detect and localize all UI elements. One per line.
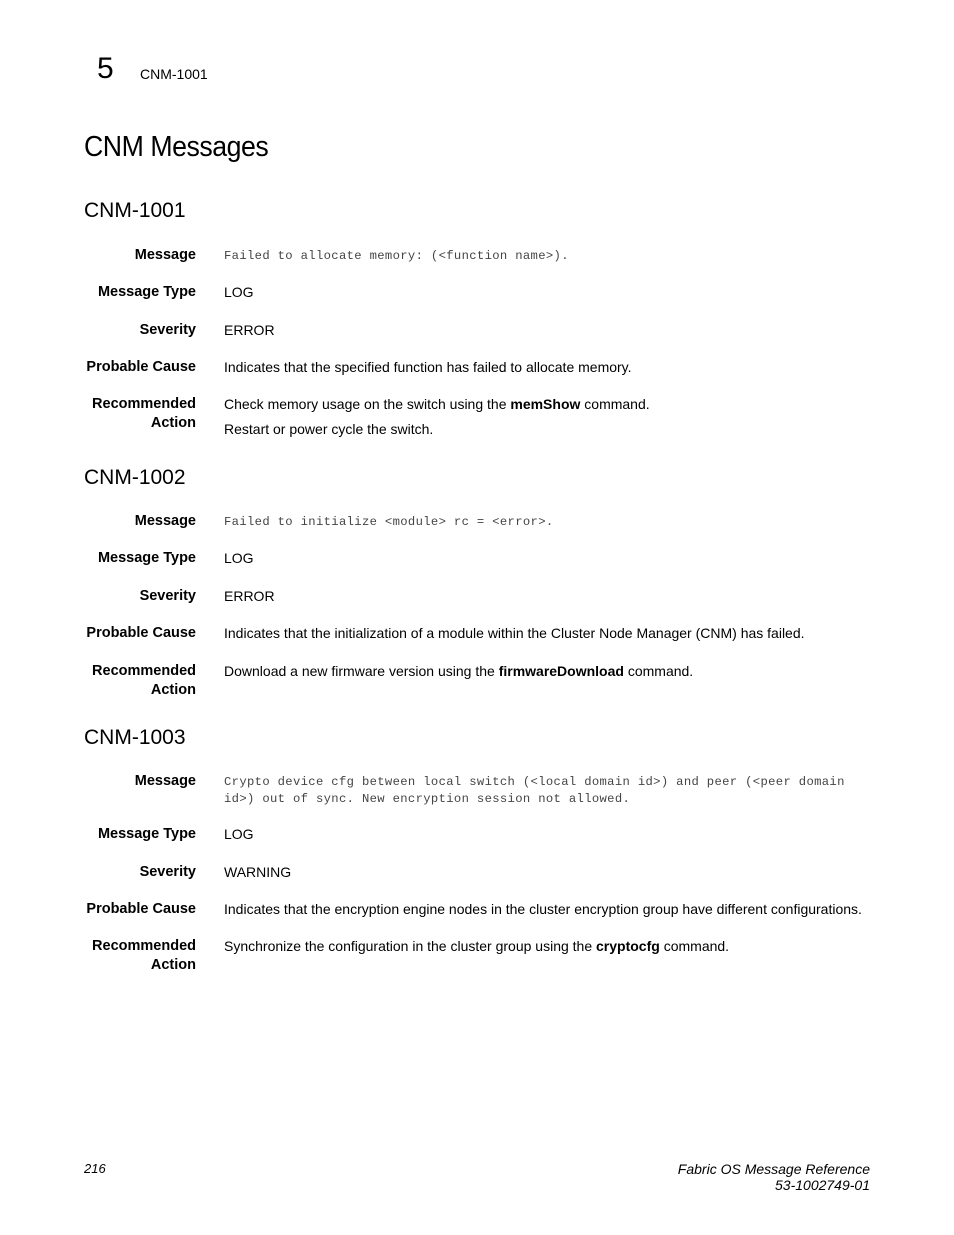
message-type-value: LOG [224,826,254,842]
recommended-action-value [224,395,874,445]
severity-label: Severity [139,588,196,604]
action-step: Synchronize the configuration in the cluster group using the cryptocfg command. [224,938,730,954]
page-number: 216 [84,1161,106,1176]
probable-cause-label: Probable Cause [86,625,196,641]
action-step: Check memory usage on the switch using the memShow command. [224,396,650,412]
probable-cause-label: Probable Cause [86,359,196,375]
recommended-action-label: Recommended Action [92,938,196,973]
document-title: Fabric OS Message Reference [677,1161,870,1177]
severity-label: Severity [139,322,196,338]
command-name: firmwareDownload [498,663,624,679]
running-header: CNM-1001 [140,66,208,82]
message-type-label: Message Type [97,826,196,842]
action-step: Restart or power cycle the switch. [224,421,434,437]
severity-label: Severity [139,864,196,880]
probable-cause-value: Indicates that the specified function has failed to allocate memory. [224,359,632,375]
document-number: 53-1002749-01 [775,1177,870,1193]
message-type-label: Message Type [97,284,196,300]
page-title: CNM Messages [84,131,269,163]
message-heading-cnm-1003: CNM-1003 [84,726,186,749]
probable-cause-value: Indicates that the initialization of a module within the Cluster Node Manager (CNM) has failed. [224,625,805,641]
probable-cause-label: Probable Cause [86,901,196,917]
recommended-action-value [224,937,874,962]
message-text: Failed to initialize <module> rc = <error>. [224,515,554,529]
message-label: Message [134,513,196,529]
message-heading-cnm-1002: CNM-1002 [84,466,186,489]
severity-value: WARNING [224,864,292,880]
message-type-value: LOG [224,550,254,566]
chapter-number: 5 [97,52,114,85]
message-label: Message [134,247,196,263]
message-type-value: LOG [224,284,254,300]
document-info [678,1161,870,1193]
message-text: Failed to allocate memory: (<function name>). [224,249,569,263]
recommended-action-value [224,662,874,687]
recommended-action-label: Recommended Action [92,663,196,698]
recommended-action-label: Recommended Action [92,396,196,431]
probable-cause-value: Indicates that the encryption engine nodes in the cluster encryption group have different configurations. [224,901,862,917]
message-heading-cnm-1001: CNM-1001 [84,199,186,222]
action-step: Download a new firmware version using the firmwareDownload command. [224,663,694,679]
command-name: cryptocfg [596,938,660,954]
severity-value: ERROR [224,588,275,604]
command-name: memShow [510,396,581,412]
message-text: Crypto device cfg between local switch (<local domain id>) and peer (<peer domain id>) out of sync. New encryption session not allowed. [224,775,845,806]
severity-value: ERROR [224,322,275,338]
message-label: Message [134,773,196,789]
message-type-label: Message Type [97,550,196,566]
